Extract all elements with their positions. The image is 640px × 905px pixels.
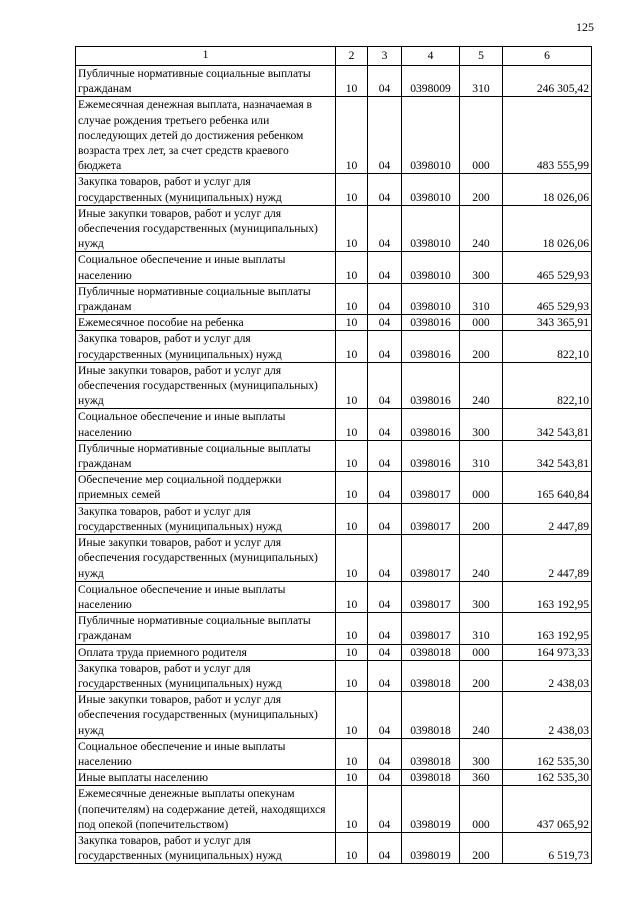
row-expense-type: 200	[460, 503, 503, 534]
row-amount: 246 305,42	[503, 66, 592, 97]
row-expense-type: 200	[460, 660, 503, 691]
row-target-article: 0398017	[402, 503, 460, 534]
row-description: Публичные нормативные социальные выплаты гражданам	[76, 66, 336, 97]
row-subsection: 04	[368, 581, 402, 612]
row-expense-type: 240	[460, 692, 503, 739]
row-section: 10	[336, 174, 368, 205]
row-description: Закупка товаров, работ и услуг для государственных (муниципальных) нужд	[76, 832, 336, 863]
row-subsection: 04	[368, 644, 402, 660]
row-amount: 2 447,89	[503, 503, 592, 534]
row-amount: 483 555,99	[503, 97, 592, 174]
column-header-3: 3	[368, 47, 402, 66]
row-description: Социальное обеспечение и иные выплаты населению	[76, 252, 336, 283]
table-row	[76, 738, 592, 769]
table-row	[76, 786, 592, 833]
row-section: 10	[336, 362, 368, 409]
budget-table-body	[76, 47, 592, 864]
table-row	[76, 832, 592, 863]
row-subsection: 04	[368, 613, 402, 644]
row-target-article: 0398017	[402, 613, 460, 644]
row-amount: 163 192,95	[503, 613, 592, 644]
row-expense-type: 300	[460, 738, 503, 769]
row-description: Иные закупки товаров, работ и услуг для обеспечения государственных (муниципальных) нужд	[76, 535, 336, 582]
row-section: 10	[336, 472, 368, 503]
row-section: 10	[336, 440, 368, 471]
column-header-2: 2	[336, 47, 368, 66]
row-section: 10	[336, 205, 368, 252]
row-expense-type: 310	[460, 66, 503, 97]
row-subsection: 04	[368, 503, 402, 534]
column-header-1: 1	[76, 47, 336, 66]
row-expense-type: 240	[460, 535, 503, 582]
row-expense-type: 240	[460, 205, 503, 252]
row-description: Ежемесячная денежная выплата, назначаемая в случае рождения третьего ребенка или последующих детей до достижения ребенком возраста трех лет, за счет средств краевого бюджета	[76, 97, 336, 174]
row-subsection: 04	[368, 409, 402, 440]
row-description: Социальное обеспечение и иные выплаты населению	[76, 581, 336, 612]
row-section: 10	[336, 535, 368, 582]
row-target-article: 0398016	[402, 362, 460, 409]
row-subsection: 04	[368, 331, 402, 362]
row-section: 10	[336, 770, 368, 786]
row-target-article: 0398017	[402, 581, 460, 612]
table-row	[76, 315, 592, 331]
row-section: 10	[336, 503, 368, 534]
table-row	[76, 252, 592, 283]
row-expense-type: 000	[460, 786, 503, 833]
table-row	[76, 613, 592, 644]
row-description: Публичные нормативные социальные выплаты гражданам	[76, 283, 336, 314]
row-section: 10	[336, 832, 368, 863]
row-description: Иные закупки товаров, работ и услуг для обеспечения государственных (муниципальных) нужд	[76, 692, 336, 739]
row-amount: 2 447,89	[503, 535, 592, 582]
table-row	[76, 581, 592, 612]
row-subsection: 04	[368, 692, 402, 739]
row-section: 10	[336, 66, 368, 97]
row-description: Публичные нормативные социальные выплаты гражданам	[76, 613, 336, 644]
row-section: 10	[336, 331, 368, 362]
row-amount: 2 438,03	[503, 692, 592, 739]
row-subsection: 04	[368, 283, 402, 314]
row-target-article: 0398010	[402, 97, 460, 174]
row-expense-type: 310	[460, 613, 503, 644]
row-section: 10	[336, 660, 368, 691]
row-expense-type: 000	[460, 472, 503, 503]
row-subsection: 04	[368, 786, 402, 833]
row-amount: 163 192,95	[503, 581, 592, 612]
column-header-6: 6	[503, 47, 592, 66]
table-row	[76, 472, 592, 503]
row-target-article: 0398018	[402, 738, 460, 769]
row-expense-type: 310	[460, 283, 503, 314]
row-expense-type: 300	[460, 581, 503, 612]
row-amount: 162 535,30	[503, 738, 592, 769]
row-target-article: 0398018	[402, 644, 460, 660]
row-amount: 437 065,92	[503, 786, 592, 833]
row-amount: 18 026,06	[503, 174, 592, 205]
row-amount: 343 365,91	[503, 315, 592, 331]
row-description: Социальное обеспечение и иные выплаты населению	[76, 738, 336, 769]
page-number: 125	[576, 20, 594, 34]
row-description: Оплата труда приемного родителя	[76, 644, 336, 660]
row-target-article: 0398018	[402, 660, 460, 691]
row-expense-type: 200	[460, 174, 503, 205]
row-subsection: 04	[368, 660, 402, 691]
row-expense-type: 000	[460, 315, 503, 331]
budget-table	[75, 46, 592, 864]
row-expense-type: 300	[460, 409, 503, 440]
row-description: Публичные нормативные социальные выплаты гражданам	[76, 440, 336, 471]
table-row	[76, 660, 592, 691]
row-amount: 342 543,81	[503, 440, 592, 471]
row-expense-type: 240	[460, 362, 503, 409]
table-row	[76, 205, 592, 252]
row-description: Иные закупки товаров, работ и услуг для обеспечения государственных (муниципальных) нужд	[76, 362, 336, 409]
table-row	[76, 770, 592, 786]
row-section: 10	[336, 252, 368, 283]
row-subsection: 04	[368, 472, 402, 503]
row-target-article: 0398019	[402, 786, 460, 833]
row-section: 10	[336, 581, 368, 612]
row-amount: 18 026,06	[503, 205, 592, 252]
row-target-article: 0398010	[402, 283, 460, 314]
row-target-article: 0398017	[402, 472, 460, 503]
row-target-article: 0398010	[402, 252, 460, 283]
table-row	[76, 174, 592, 205]
row-expense-type: 000	[460, 97, 503, 174]
row-amount: 465 529,93	[503, 252, 592, 283]
row-expense-type: 200	[460, 331, 503, 362]
table-row	[76, 503, 592, 534]
row-subsection: 04	[368, 738, 402, 769]
row-amount: 6 519,73	[503, 832, 592, 863]
table-row	[76, 66, 592, 97]
row-amount: 465 529,93	[503, 283, 592, 314]
row-subsection: 04	[368, 535, 402, 582]
row-subsection: 04	[368, 315, 402, 331]
table-header-row	[76, 47, 592, 66]
row-subsection: 04	[368, 362, 402, 409]
table-row	[76, 409, 592, 440]
row-section: 10	[336, 692, 368, 739]
row-expense-type: 360	[460, 770, 503, 786]
row-subsection: 04	[368, 97, 402, 174]
table-row	[76, 283, 592, 314]
row-subsection: 04	[368, 832, 402, 863]
row-target-article: 0398010	[402, 174, 460, 205]
table-row	[76, 97, 592, 174]
row-subsection: 04	[368, 205, 402, 252]
row-description: Социальное обеспечение и иные выплаты населению	[76, 409, 336, 440]
row-amount: 165 640,84	[503, 472, 592, 503]
row-amount: 164 973,33	[503, 644, 592, 660]
table-row	[76, 692, 592, 739]
row-target-article: 0398019	[402, 832, 460, 863]
row-target-article: 0398016	[402, 315, 460, 331]
table-row	[76, 440, 592, 471]
row-description: Иные выплаты населению	[76, 770, 336, 786]
row-section: 10	[336, 786, 368, 833]
row-target-article: 0398018	[402, 770, 460, 786]
row-expense-type: 200	[460, 832, 503, 863]
table-row	[76, 535, 592, 582]
row-expense-type: 310	[460, 440, 503, 471]
row-section: 10	[336, 738, 368, 769]
row-target-article: 0398016	[402, 331, 460, 362]
row-section: 10	[336, 283, 368, 314]
row-target-article: 0398016	[402, 409, 460, 440]
row-subsection: 04	[368, 252, 402, 283]
row-expense-type: 000	[460, 644, 503, 660]
row-amount: 2 438,03	[503, 660, 592, 691]
row-description: Закупка товаров, работ и услуг для государственных (муниципальных) нужд	[76, 660, 336, 691]
row-description: Обеспечение мер социальной поддержки приемных семей	[76, 472, 336, 503]
row-target-article: 0398016	[402, 440, 460, 471]
row-section: 10	[336, 613, 368, 644]
row-target-article: 0398010	[402, 205, 460, 252]
column-header-4: 4	[402, 47, 460, 66]
row-description: Ежемесячные денежные выплаты опекунам (попечителям) на содержание детей, находящихся под опекой (попечительством)	[76, 786, 336, 833]
row-section: 10	[336, 97, 368, 174]
row-expense-type: 300	[460, 252, 503, 283]
row-target-article: 0398017	[402, 535, 460, 582]
row-amount: 822,10	[503, 362, 592, 409]
row-subsection: 04	[368, 174, 402, 205]
row-section: 10	[336, 315, 368, 331]
row-subsection: 04	[368, 66, 402, 97]
row-description: Закупка товаров, работ и услуг для государственных (муниципальных) нужд	[76, 503, 336, 534]
row-description: Ежемесячное пособие на ребенка	[76, 315, 336, 331]
row-amount: 342 543,81	[503, 409, 592, 440]
row-subsection: 04	[368, 770, 402, 786]
table-row	[76, 331, 592, 362]
row-description: Закупка товаров, работ и услуг для государственных (муниципальных) нужд	[76, 331, 336, 362]
table-row	[76, 644, 592, 660]
row-description: Закупка товаров, работ и услуг для государственных (муниципальных) нужд	[76, 174, 336, 205]
column-header-5: 5	[460, 47, 503, 66]
row-amount: 822,10	[503, 331, 592, 362]
row-amount: 162 535,30	[503, 770, 592, 786]
row-target-article: 0398018	[402, 692, 460, 739]
row-subsection: 04	[368, 440, 402, 471]
row-target-article: 0398009	[402, 66, 460, 97]
row-section: 10	[336, 644, 368, 660]
row-section: 10	[336, 409, 368, 440]
table-row	[76, 362, 592, 409]
row-description: Иные закупки товаров, работ и услуг для обеспечения государственных (муниципальных) нужд	[76, 205, 336, 252]
